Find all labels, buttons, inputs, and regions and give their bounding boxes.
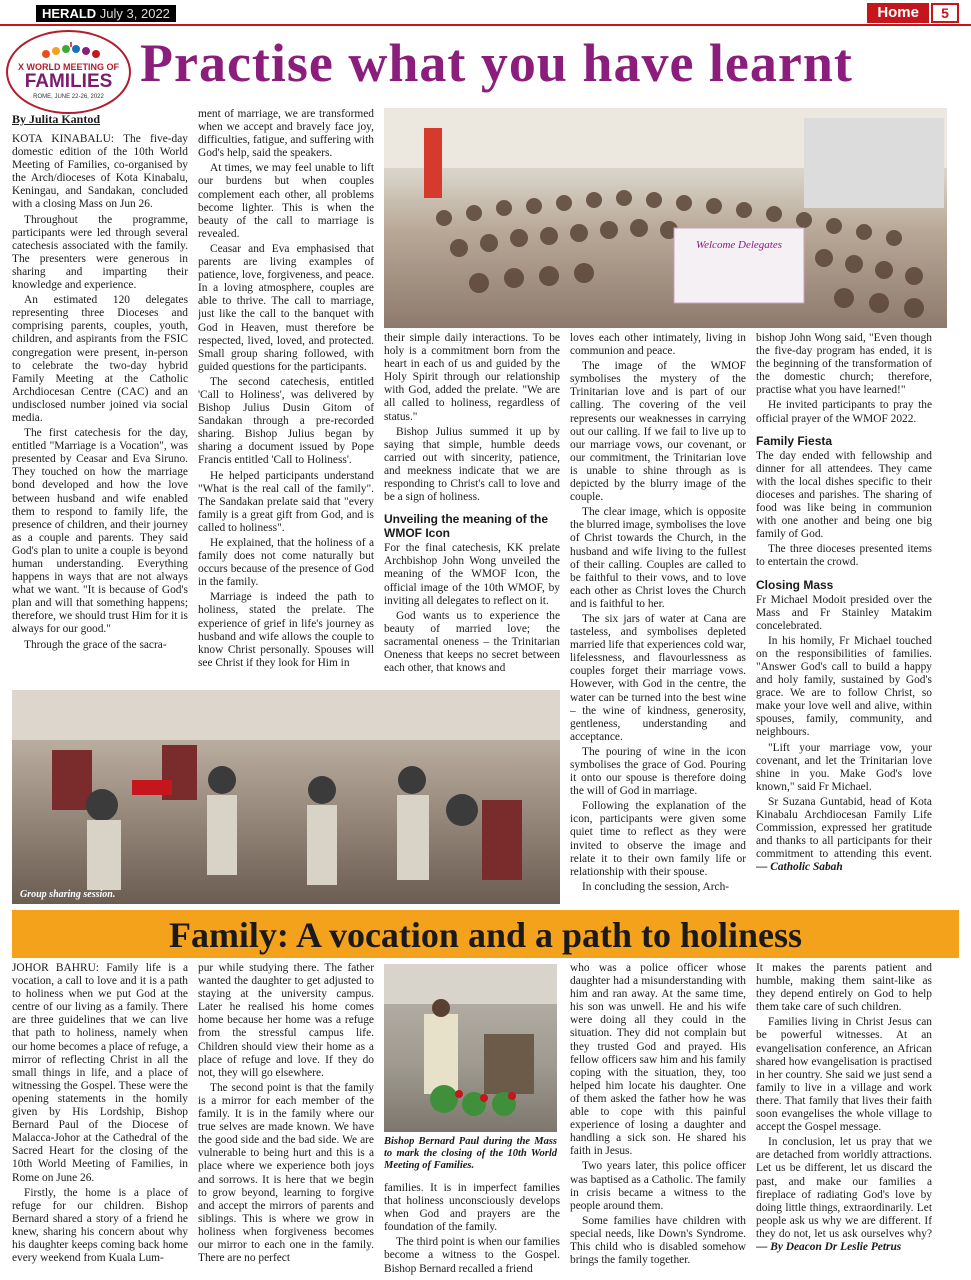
paragraph: The day ended with fellowship and dinner for all attendees. They came with the local dishes specific to their dioceses and parishes. The sharing of food was like being in communion with one another and being one big family of God. bbox=[756, 449, 932, 541]
paragraph: The image of the WMOF symbolises the mystery of the Trinitarian love and is part of our calling. The covering of the veil represents our weaknesses in carrying out our calling. If we fail to live up to our marriage vows, our covenant, or our commitment, the Trinitarian love is unable to shine through as is depicted by the blurry image of the couple. bbox=[570, 360, 746, 504]
paper-name: HERALD July 3, 2022 bbox=[36, 5, 176, 22]
paragraph: Sr Suzana Guntabid, head of Kota Kinabalu Archdiocesan Family Life Commission, expressed her gratitude and thanks to all participants for their commitment to attending this event. — Catholic Sabah bbox=[756, 795, 932, 874]
bishop-photo-caption: Bishop Bernard Paul during the Mass to mark the closing of the 10th World Meeting of Families. bbox=[384, 1136, 557, 1171]
icon-section-heading: Unveiling the meaning of the WMOF Icon bbox=[384, 512, 549, 541]
paragraph: He helped participants understand "What is the real call of the family". The Sandakan prelate said that "every family is a great gift from God, and is called to holiness". bbox=[198, 469, 374, 534]
paragraph: He invited participants to pray the official prayer of the WMOF 2022. bbox=[756, 399, 932, 425]
page-number: 5 bbox=[931, 3, 959, 23]
paragraph: Throughout the programme, participants were led through several catechesis associated with the family. The presenters were generous in sharing and imparting their knowledge and experience. bbox=[12, 213, 188, 292]
article1-col5 bbox=[756, 332, 932, 908]
article1-col3 bbox=[384, 332, 560, 686]
paragraph: Fr Michael Modoit presided over the Mass and Fr Stainley Matakim concelebrated. bbox=[756, 593, 932, 632]
paragraph: "Lift your marriage vow, your covenant, and let the Trinitarian love shine in you. Make God's love known," said Fr Michael. bbox=[756, 741, 932, 793]
delegates-group-photo bbox=[384, 108, 947, 328]
family-fiesta-heading: Family Fiesta bbox=[756, 433, 833, 448]
article2-headline-band bbox=[12, 910, 959, 958]
paragraph: Marriage is indeed the path to holiness, stated the prelate. The experience of grief in life's journey as husband and wife allows the couple to know Christ personally. Spouses will see Christ if they look for Him in bbox=[198, 591, 374, 669]
paragraph: KOTA KINABALU: The five-day domestic edition of the 10th World Meeting of Families, co-organised by the Arch/dioceses of Kota Kinabalu, Keningau, and Sandakan, concluded with a closing Mass on Jun 26. bbox=[12, 133, 188, 211]
group-sharing-photo bbox=[12, 690, 560, 904]
paragraph: families. It is in imperfect families that holiness unconsciously develops when God and prayers are the foundation of the family. bbox=[384, 1182, 560, 1234]
paragraph: It makes the parents patient and humble, making them saint-like as they depend entirely on God to help them take care of such children. bbox=[756, 962, 932, 1014]
article2-col2 bbox=[198, 962, 374, 1278]
paragraph: Bishop Julius summed it up by saying that simple, humble deeds carried out with sincerity, patience, and meekness indicate that we are responding to Christ's call to love and be a sign of holiness. bbox=[384, 425, 560, 504]
paragraph: In conclusion, let us pray that we are detached from worldly attractions. Let us be different, let us discard the past, and make our families a fireplace of radiating God's love by doing little things, extraordinarily. Let people ask us why we are different. If they do not, let us ask ourselves why? — By Deacon Dr Leslie Petrus bbox=[756, 1136, 932, 1253]
paragraph: ment of marriage, we are transformed when we accept and bravely face joy, difficulties, fatigue, and suffering with God's help, said the speakers. bbox=[198, 108, 374, 160]
paragraph: their simple daily interactions. To be holy is a commitment born from the heart in each of us and guided by the Holy Spirit through our relationship with God, added the prelate. "We are all called to holiness, regardless of status." bbox=[384, 332, 560, 423]
article2-col4 bbox=[570, 962, 746, 1278]
paragraph: The second point is that the family is a mirror for each member of the family. It is in the family where our true selves are made known. We have the good side and the bad side. We are vulnerable to being hurt and this is a place where we experience both joys and sorrows. It is here that we begin to grow beyond, learning to forgive and accept the mirrors of parents and siblings. This is where we grow in holiness when forgiveness becomes our mirror to each one in the family. There are no perfect bbox=[198, 1081, 374, 1265]
crowd-photo-image bbox=[384, 108, 947, 328]
paragraph: The second catechesis, entitled 'Call to Holiness', was delivered by Bishop Julius Dusin Gitom of Sandakan through a pre-recorded sharing. Bishop Julius began by sharing a document issued by Pope Francis entitled 'Call to Holiness'. bbox=[198, 375, 374, 467]
paragraph: JOHOR BAHRU: Family life is a vocation, a call to love and it is a path to holiness when we put God at the centre of our living as a family. There are three guidelines that we can live that path to holiness, namely when our home becomes a place of refuge, a mirror of reflecting Christ in all the small things in life, and a place of witnessing the Gospel. These were the opening statements in the homily given by His Lordship, Bishop Bernard Paul of the Diocese of Malacca-Johor at the Cathedral of the Sacred Heart for the closing of the 10th World Meeting of Families, in Rome on June 26. bbox=[12, 962, 188, 1184]
paragraph: bishop John Wong said, "Even though the five-day program has ended, it is the beginning of the transformation of the domestic church; therefore, practise what you have learned!" bbox=[756, 332, 932, 397]
section-label: Home bbox=[867, 3, 929, 23]
article2-col1 bbox=[12, 962, 188, 1278]
paragraph: God wants us to experience the beauty of married love; the sacramental oneness – the Trinitarian Oneness that keeps no secret between each other, that knows and bbox=[384, 609, 560, 675]
paragraph: Some families have children with special needs, like Down's Syndrome. This child who is disabled somehow brings the family together. bbox=[570, 1214, 746, 1267]
group-sharing-caption: Group sharing session. bbox=[20, 889, 116, 900]
article1-col1 bbox=[12, 112, 188, 682]
paragraph: The pouring of wine in the icon symbolises the grace of God. Pouring it onto our spouse is therefore doing the will of God in marriage. bbox=[570, 745, 746, 798]
article2-col5 bbox=[756, 962, 932, 1278]
wmof-logo bbox=[6, 30, 131, 114]
paragraph: He explained, that the holiness of a family does not come naturally but occurs because of the presence of God in the family. bbox=[198, 537, 374, 589]
logo-line3: ROME, JUNE 22-26, 2022 bbox=[33, 94, 104, 100]
paragraph: who was a police officer whose daughter had a misunderstanding with him and ran away. At the same time, his son was unwell. He and his wife were doing all they could in the situation. They did not complain but they trusted God and prayed. His fellow officers saw him and his family coping with the situation, they, too helped him locate his daughter. One of them asked the father how he was able to cope with this painful experience of losing a daughter and handling a sick son. He shared his faith in Jesus. bbox=[570, 962, 746, 1158]
paragraph: Families living in Christ Jesus can be powerful witnesses. At an evangelisation conference, an African shared how evangelisation is practised in her country. She said we just send a family to live in a village and work there. That family that lives their faith soon evangelises the whole village to accept the Gospel message. bbox=[756, 1016, 932, 1134]
article1-col2 bbox=[198, 108, 374, 686]
paragraph: Two years later, this police officer was baptised as a Catholic. The family in crisis became a witness to the people around them. bbox=[570, 1160, 746, 1212]
paragraph: The six jars of water at Cana are tasteless, and symbolises depleted married life that experiences cold war, lifelessness, and flavourlessness as couples forget their marriage vows. However, with God in the centre, the water can be turned into the best wine – the wine of kindness, generosity, gentleness, understanding and acceptance. bbox=[570, 612, 746, 743]
paragraph: An estimated 120 delegates representing three Dioceses and comprising parents, couples, youth, children, and aspirants from the FSIC congregation were present, in-person to celebrate the two-day hybrid Family Meeting at the Catholic Archdiocesan Centre (CAC) and an undisclosed number joined via social media. bbox=[12, 294, 188, 424]
signature: — Catholic Sabah bbox=[756, 861, 843, 874]
issue-date: July 3, 2022 bbox=[99, 6, 170, 21]
paragraph: In his homily, Fr Michael touched on the responsibilities of families. "Answer God's call to build a happy and holy family, sustained by God's grace. We are to follow Christ, so make your love well and alive, within spouses, family, community, and neighbours. bbox=[756, 634, 932, 739]
svg-text:Welcome Delegates: Welcome Delegates bbox=[695, 239, 783, 251]
bishop-photo bbox=[384, 964, 557, 1132]
closing-mass-heading: Closing Mass bbox=[756, 577, 834, 592]
article2-headline: Family: A vocation and a path to holiness bbox=[168, 915, 803, 955]
paragraph: For the final catechesis, KK prelate Archbishop John Wong unveiled the meaning of the WMOF Icon, the official image of the 10th WMOF, by inviting all delegates to reflect on it. bbox=[384, 542, 560, 607]
logo-figures-icon bbox=[38, 42, 104, 62]
paragraph: The third point is when our families become a witness to the Gospel. Bishop Bernard recalled a friend bbox=[384, 1236, 560, 1275]
article2-col3 bbox=[384, 1182, 560, 1278]
paragraph: In concluding the session, Arch- bbox=[582, 880, 730, 893]
paragraph: loves each other intimately, living in communion and peace. bbox=[570, 332, 746, 358]
paragraph: The clear image, which is opposite the blurred image, symbolises the love of Christ towards the Church, in the husband and wife living to the fullest of their calling. Couples are called to be faithful to their vows, and to love each other as Christ loves the Church and is faithful to her. bbox=[570, 506, 746, 610]
byline: By Julita Kantod bbox=[12, 112, 101, 126]
logo-line2: FAMILIES bbox=[24, 71, 113, 92]
page-header bbox=[0, 0, 971, 26]
bishop-mass-image bbox=[384, 964, 557, 1132]
article1-headline: Practise what you have learnt bbox=[140, 33, 853, 93]
paragraph: The three dioceses presented items to entertain the crowd. bbox=[756, 543, 932, 569]
paragraph: The first catechesis for the day, entitled "Marriage is a Vocation", was presented by Ceasar and Eva Siruno. They touched on how the marriage bond developed and how the love between husband and wife enabled them to respond to family life, the presence of children, and their journey as a couple and parents. They said God's plan to unite a couple is beyond human understanding. Everything happens in ways that are not always what we want. "It is because of God's plan and will that something happens; therefore, we should trust Him for it is always for our good." bbox=[12, 427, 188, 636]
paragraph: Through the grace of the sacra- bbox=[24, 638, 167, 651]
logo-line1: X WORLD MEETING OF bbox=[18, 62, 119, 72]
group-sharing-image bbox=[12, 690, 560, 904]
signature: — By Deacon Dr Leslie Petrus bbox=[756, 1240, 902, 1253]
article1-col4 bbox=[570, 332, 746, 904]
paragraph: Ceasar and Eva emphasised that parents are living examples of patience, love, forgiveness, and peace. In a loving atmosphere, couples are able to thrive. The call to marriage, just like the call to the banquet with God in Heaven, must therefore be respected, lived, loved, and protected. Small group sharing followed, with guided questions for the participants. bbox=[198, 242, 374, 373]
paragraph: At times, we may feel unable to lift our burdens but when couples complement each other, all problems become lighter. This is when the beauty of the call to marriage is revealed. bbox=[198, 162, 374, 240]
paragraph: pur while studying there. The father wanted the daughter to get adjusted to staying at the university campus. Later he realised his home comes home because her home was a refuge from the stressful campus life. Children should view their home as a place of refuge and love. If they do not, they will go elsewhere. bbox=[198, 962, 374, 1079]
paragraph: Following the explanation of the icon, participants were given some quiet time to reflect as they were invited to observe the image and relate it to their own family life or relationship with their spouse. bbox=[570, 800, 746, 878]
paragraph: Firstly, the home is a place of refuge for our children. Bishop Bernard shared a story of a friend he knew, sharing his concern about why his daughter keeps coming back home every weekend from Kuala Lum- bbox=[12, 1186, 188, 1265]
